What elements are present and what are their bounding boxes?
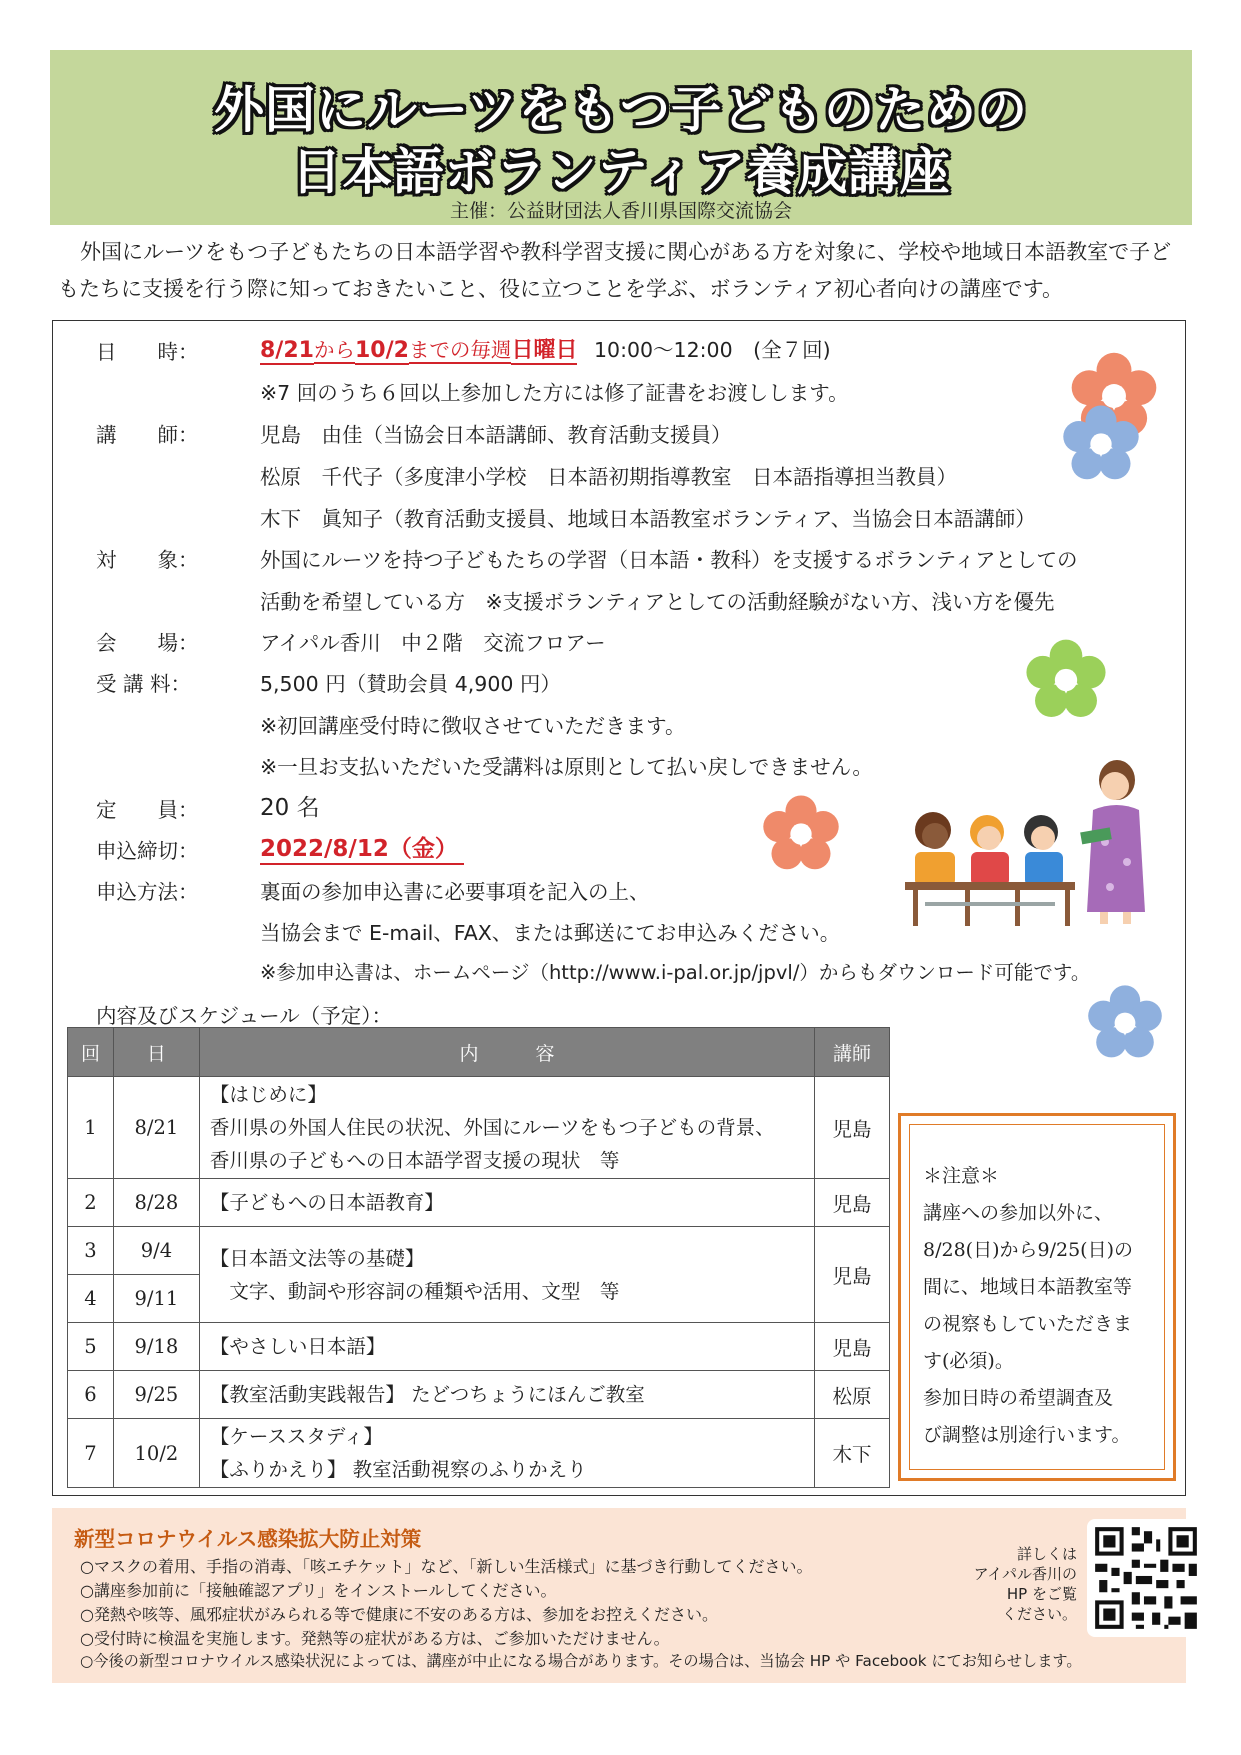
row-no: 5 [68,1323,114,1371]
lecturer-2: 松原 千代子（多度津小学校 日本語初期指導教室 日本語指導担当教員） [260,465,957,489]
intro-paragraph: 外国にルーツをもつ子どもたちの日本語学習や教科学習支援に関心がある方を対象に、学校や地域日本語教室で子どもたちに支援を行う際に知っておきたいこと、役に立つことを学ぶ、ボランティア初心者向けの講座です。 [58,240,1172,301]
flower-icon [1060,403,1142,485]
lecturer-3: 木下 眞知子（教育活動支援員、地域日本語教室ボランティア、当協会日本語講師） [260,507,1036,531]
note-line: 参加日時の希望調査及 [923,1387,1114,1409]
date-end: 10/2 [354,338,409,363]
method-1: 裏面の参加申込書に必要事項を記入の上、 [260,880,650,904]
row-content: 【教室活動実践報告】 たどつちょうにほんご教室 [199,1371,814,1419]
note-line: 講座への参加以外に、 [923,1202,1114,1224]
flower-icon [760,793,842,875]
capacity-label: 定 員： [96,798,199,822]
content-line: 香川県の外国人住民の状況、外国にルーツをもつ子どもの背景、 [209,1116,775,1139]
note-text [923,1158,1163,1454]
covid-item: ○発熱や咳等、風邪症状がみられる等で健康に不安のある方は、参加をお控えください。 [80,1605,718,1624]
row-content [199,1419,814,1488]
row-teacher-merged: 児島 [815,1227,890,1323]
covid-item: ○今後の新型コロナウイルス感染状況によっては、講座が中止になる場合があります。その場合は、当協会 HP や Facebook にてお知らせします。 [80,1652,1082,1670]
covid-title: 新型コロナウイルス感染拡大防止対策 [74,1527,422,1551]
covid-measures-box [52,1508,1186,1683]
classroom-illustration [895,752,1155,930]
venue: アイパル香川 中２階 交流フロアー [260,631,606,655]
note-line: 間に、地域日本語教室等 [923,1276,1133,1298]
fee-label: 受 講 料： [96,672,192,696]
deadline-label: 申込締切： [96,839,199,863]
header-date: 日 [113,1028,199,1077]
row-teacher: 木下 [815,1419,890,1488]
note-box [898,1113,1176,1481]
schedule-header-row [68,1028,890,1077]
table-row [68,1323,890,1371]
organizer: 主催：公益財団法人香川県国際交流協会 [449,200,792,222]
title-line-1: 外国にルーツをもつ子どものための [214,81,1028,139]
table-row [68,1227,890,1275]
row-date: 8/28 [113,1179,199,1227]
note-line: の視察もしていただきま [923,1313,1133,1335]
table-row [68,1077,890,1179]
hp-note [902,1544,1077,1624]
date-label: 日 時： [96,340,199,364]
date-until: までの毎週 [408,338,512,362]
row-no: 1 [68,1077,114,1179]
content-line: 香川県の子どもへの日本語学習支援の現状 等 [209,1149,620,1172]
row-no: 6 [68,1371,114,1419]
venue-label: 会 場： [96,631,199,655]
date-note: ※7 回のうち６回以上参加した方には修了証書をお渡しします。 [260,381,849,405]
hp-note-line: 詳しくは [1016,1545,1077,1563]
target-2: 活動を希望している方 ※支援ボランティアとしての活動経験がない方、浅い方を優先 [260,590,1055,614]
content-line: 文字、動詞や形容詞の種類や活用、文型 等 [209,1279,620,1303]
flower-icon [1085,983,1165,1063]
title-banner [50,50,1192,225]
row-teacher: 児島 [815,1323,890,1371]
covid-item: ○講座参加前に「接触確認アプリ」をインストールしてください。 [80,1581,557,1600]
covid-item: ○マスクの着用、手指の消毒、「咳エチケット」など、「新しい生活様式」に基づき行動してください。 [80,1557,813,1576]
header-teacher: 講師 [815,1028,890,1077]
row-date: 9/11 [113,1275,199,1323]
note-line: 8/28(日)から9/25(日)の [923,1239,1133,1261]
date-value [260,333,831,364]
method-label: 申込方法： [96,880,199,904]
row-content: 【子どもへの日本語教育】 [199,1179,814,1227]
covid-item: ○受付時に検温を実施します。発熱等の症状がある方は、ご参加いただけません。 [80,1629,670,1648]
row-date: 9/4 [113,1227,199,1275]
method-3: ※参加申込書は、ホームページ（http://www.i-pal.or.jp/jpvl/）からもダウンロード可能です。 [260,961,1091,984]
title-line-2: 日本語ボランティア養成講座 [291,143,951,201]
schedule-table [67,1027,890,1488]
capacity: 20 名 [260,795,320,821]
row-no: 7 [68,1419,114,1488]
hp-note-line: アイパル香川の [973,1565,1077,1583]
row-no: 2 [68,1179,114,1227]
hp-note-line: HP をご覧 [1006,1585,1077,1603]
target-1: 外国にルーツを持つ子どもたちの学習（日本語・教科）を支援するボランティアとしての [260,548,1078,572]
row-date: 9/25 [113,1371,199,1419]
table-row [68,1419,890,1488]
row-date: 8/21 [113,1077,199,1179]
row-no: 4 [68,1275,114,1323]
deadline: 2022/8/12（金） [260,830,464,865]
qr-code-icon [1087,1519,1205,1637]
schedule-heading: 内容及びスケジュール（予定）： [96,1004,393,1028]
row-teacher: 松原 [815,1371,890,1419]
date-weekday: 日曜日 [511,338,578,363]
hp-note-line: ください。 [1001,1605,1077,1623]
note-line: び調整は別途行います。 [923,1424,1131,1446]
table-row [68,1371,890,1419]
lecturer-label: 講 師： [96,423,199,447]
table-row [68,1179,890,1227]
method-2: 当協会まで E-mail、FAX、または郵送にてお申込みください。 [260,921,841,945]
row-content [199,1077,814,1179]
qr-code[interactable] [1087,1519,1205,1637]
row-content: 【やさしい日本語】 [199,1323,814,1371]
note-line: す(必須)。 [923,1350,1014,1372]
row-teacher: 児島 [815,1179,890,1227]
row-date: 10/2 [113,1419,199,1488]
fee-note-2: ※一旦お支払いただいた受講料は原則として払い戻しできません。 [260,755,873,779]
content-line: 【ケーススタディ】 [209,1425,383,1448]
date-start: 8/21 [260,338,314,363]
row-date: 9/18 [113,1323,199,1371]
row-teacher: 児島 [815,1077,890,1179]
date-from: から [313,338,355,362]
date-time: 10:00～12:00 (全７回) [593,338,831,362]
content-line: 【ふりかえり】 教室活動視察のふりかえり [209,1458,587,1481]
target-label: 対 象： [96,548,199,572]
lecturer-1: 児島 由佳（当協会日本語講師、教育活動支援員） [260,423,732,447]
fee: 5,500 円（賛助会員 4,900 円） [260,672,561,696]
content-line: 【日本語文法等の基礎】 [209,1246,425,1270]
header-content: 内 容 [199,1028,814,1077]
row-content-merged [199,1227,814,1323]
fee-note-1: ※初回講座受付時に徴収させていただきます。 [260,714,686,738]
note-title: ＊注意＊ [923,1165,1000,1187]
row-no: 3 [68,1227,114,1275]
header-no: 回 [68,1028,114,1077]
flower-icon [1023,637,1109,723]
content-line: 【はじめに】 [209,1083,327,1106]
